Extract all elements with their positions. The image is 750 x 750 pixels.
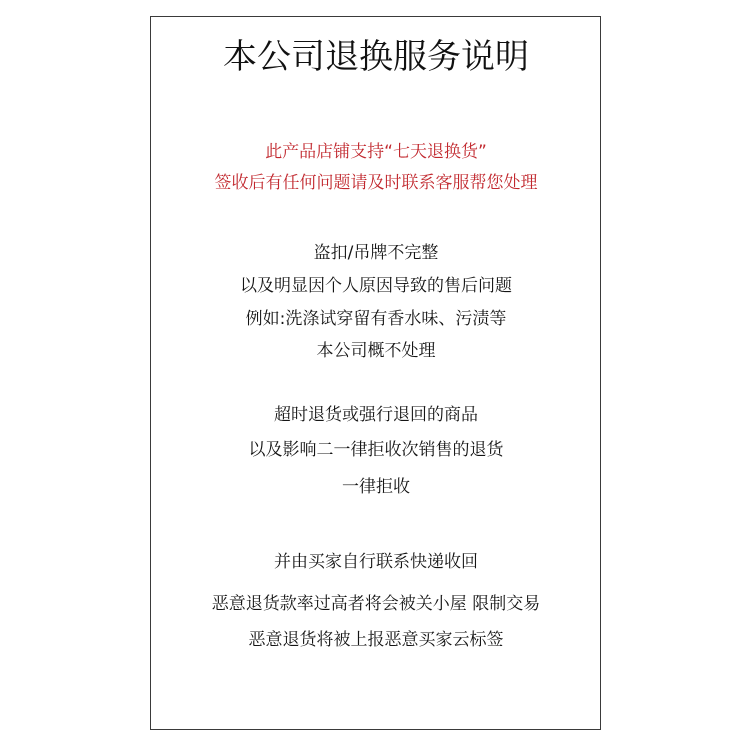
policy-line: 盗扣/吊牌不完整 [313,243,439,263]
policy-line: 超时退货或强行退回的商品 [274,405,478,425]
policy-line: 并由买家自行联系快递收回 [274,552,478,572]
notice-line-seven-day-return: 此产品店铺支持“七天退换货” [265,142,487,162]
page-title: 本公司退换服务说明 [223,37,529,77]
policy-line: 以及明显因个人原因导致的售后问题 [240,276,512,296]
policy-line: 本公司概不处理 [316,341,436,361]
notice-line-contact-service: 签收后有任何问题请及时联系客服帮您处理 [214,173,538,193]
policy-line: 以及影响二一律拒收次销售的退货 [248,440,504,460]
policy-line: 恶意退货将被上报恶意买家云标签 [248,630,504,650]
policy-line: 例如:洗涤试穿留有香水味、污渍等 [245,309,507,329]
policy-line: 恶意退货款率过高者将会被关小屋 限制交易 [211,594,541,614]
policy-line: 一律拒收 [342,477,410,497]
policy-border-frame [150,16,601,730]
